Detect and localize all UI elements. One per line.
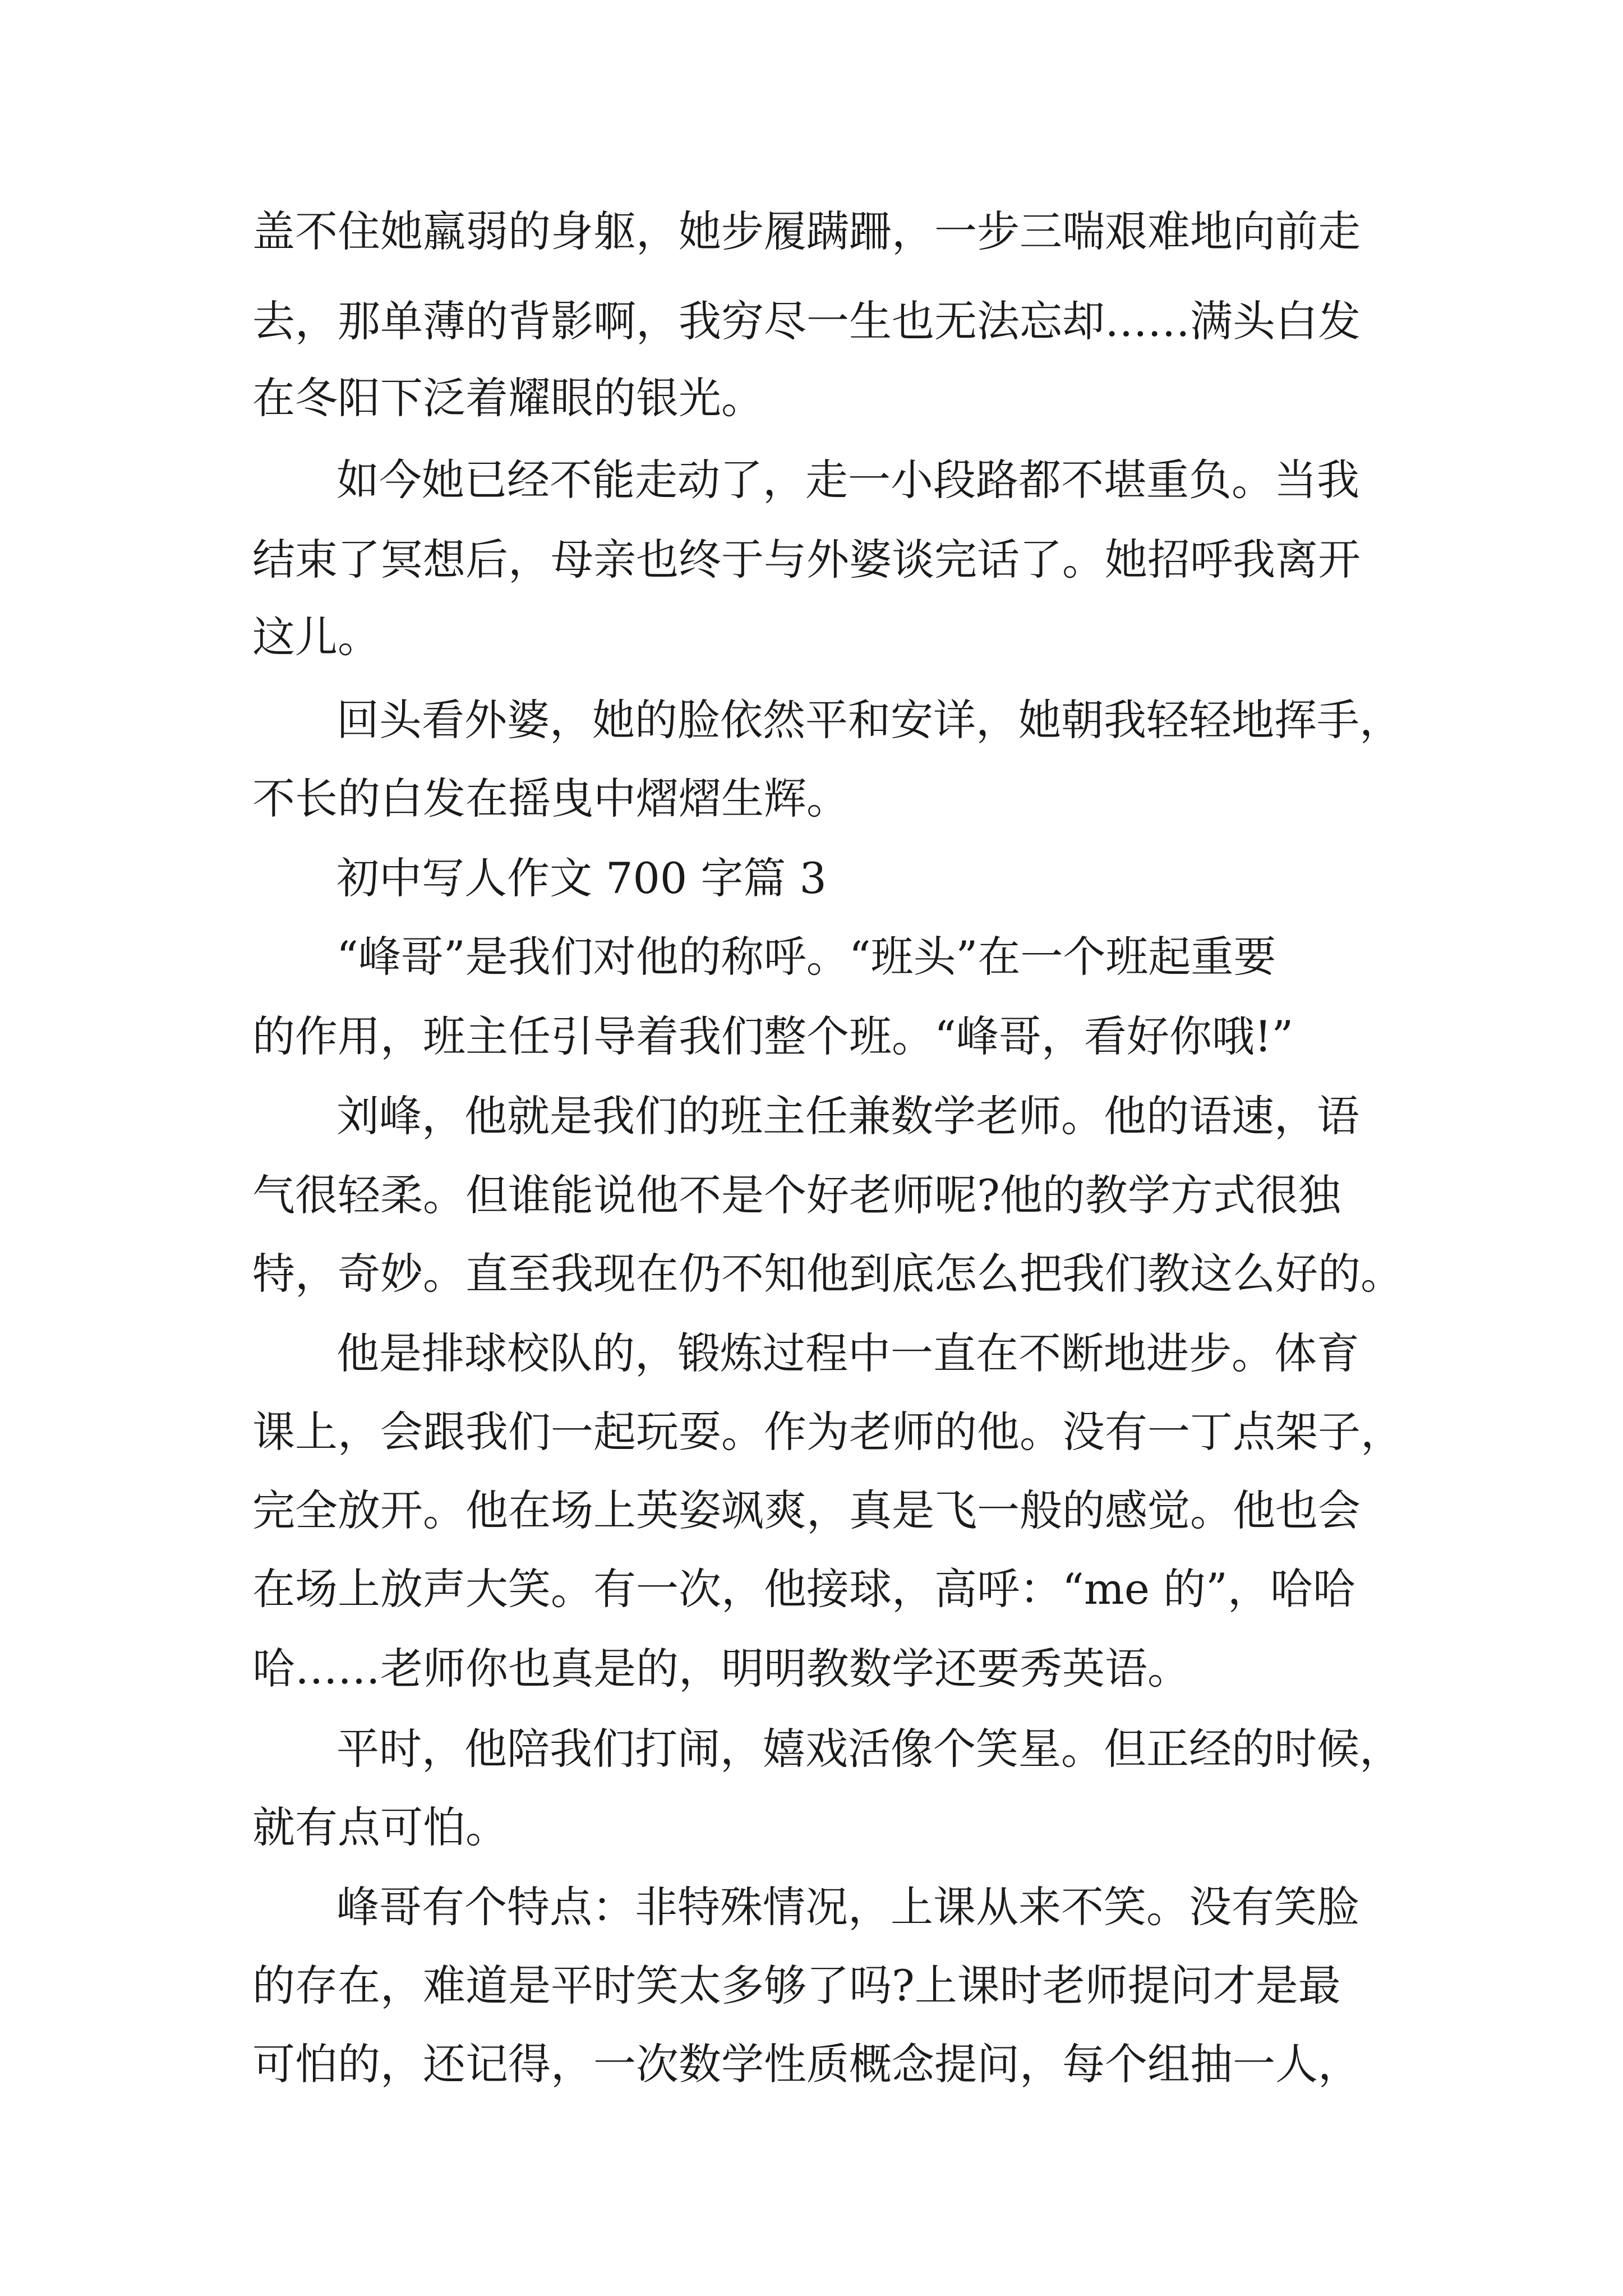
text-line: 刘峰，他就是我们的班主任兼数学老师。他的语速，语 [336, 1091, 1359, 1141]
text-line: 的作用，班主任引导着我们整个班。“峰哥，看好你哦!” [252, 1011, 1294, 1061]
text-line: 去，那单薄的背影啊，我穷尽一生也无法忘却……满头白发 [252, 296, 1361, 346]
text-line: 在冬阳下泛着耀眼的银光。 [252, 373, 764, 423]
text-line: 在场上放声大笑。有一次，他接球，高呼：“me 的”，哈哈 [252, 1564, 1355, 1614]
text-line: 回头看外婆，她的脸依然平和安详，她朝我轻轻地挥手， [336, 695, 1402, 745]
section-heading: 初中写人作文 700 字篇 3 [336, 853, 827, 903]
text-line: 气很轻柔。但谁能说他不是个好老师呢?他的教学方式很独 [252, 1170, 1341, 1220]
text-line: 完全放开。他在场上英姿飒爽，真是飞一般的感觉。他也会 [252, 1485, 1361, 1535]
text-line: 平时，他陪我们打闹，嬉戏活像个笑星。但正经的时候， [336, 1724, 1402, 1774]
text-line: 这儿。 [252, 612, 380, 662]
text-line: 的存在，难道是平时笑太多够了吗?上课时老师提问才是最 [252, 1961, 1341, 2010]
text-line: 特，奇妙。直至我现在仍不知他到底怎么把我们教这么好的。 [252, 1249, 1403, 1299]
text-line: 他是排球校队的，锻炼过程中一直在不断地进步。体育 [336, 1328, 1359, 1378]
text-line: 峰哥有个特点：非特殊情况，上课从来不笑。没有笑脸 [336, 1882, 1359, 1932]
text-line: 课上，会跟我们一起玩耍。作为老师的他。没有一丁点架子， [252, 1407, 1403, 1457]
text-line: 盖不住她羸弱的身躯，她步履蹒跚，一步三喘艰难地向前走 [252, 206, 1361, 256]
text-line: 可怕的，还记得，一次数学性质概念提问，每个组抽一人， [252, 2039, 1361, 2089]
text-line: 就有点可怕。 [252, 1802, 508, 1852]
text-line: 不长的白发在摇曳中熠熠生辉。 [252, 774, 849, 823]
text-line: “峰哥”是我们对他的称呼。“班头”在一个班起重要 [336, 932, 1276, 982]
text-line: 哈……老师你也真是的，明明教数学还要秀英语。 [252, 1644, 1190, 1694]
text-line: 结束了冥想后，母亲也终于与外婆谈完话了。她招呼我离开 [252, 535, 1361, 585]
text-line: 如今她已经不能走动了，走一小段路都不堪重负。当我 [336, 455, 1359, 505]
